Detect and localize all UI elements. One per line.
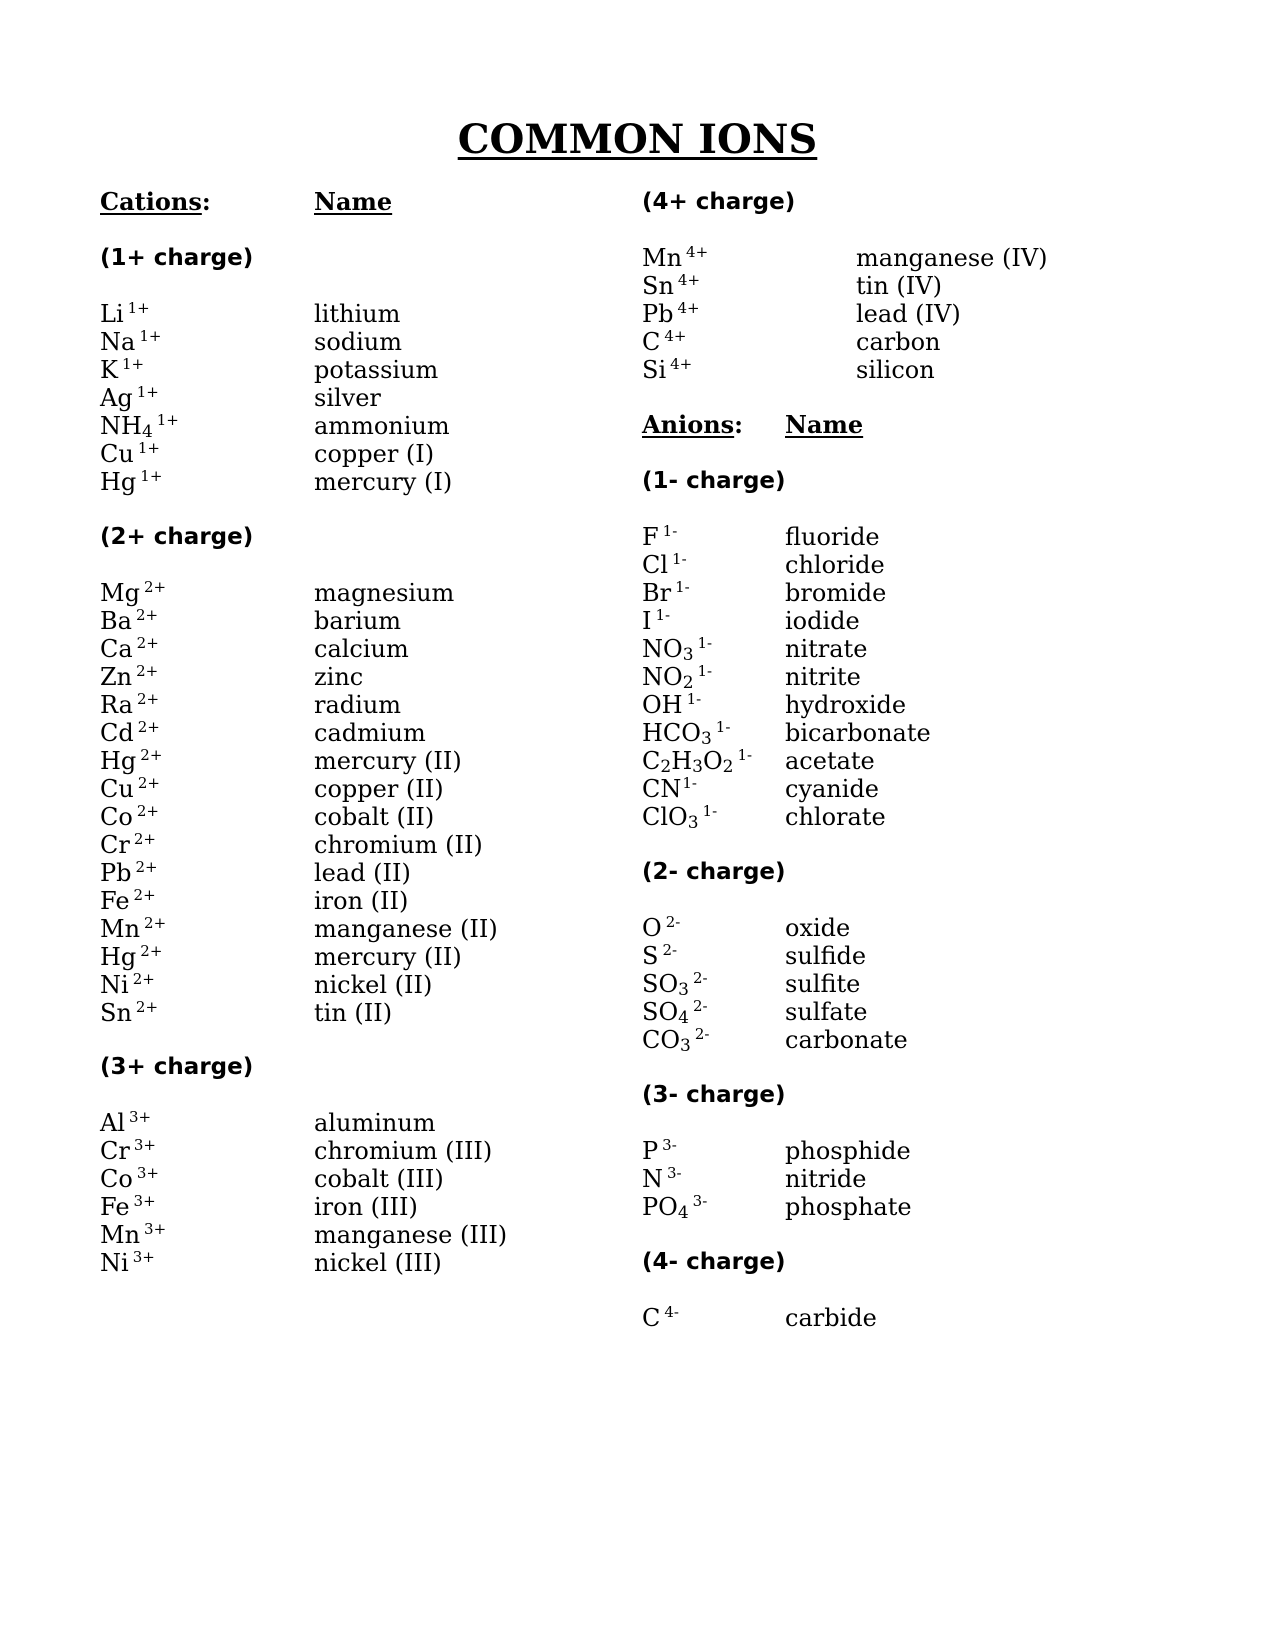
ion-charge: 1-: [675, 578, 690, 596]
ion-symbol: Na: [100, 328, 136, 356]
ion-charge: 2+: [136, 802, 159, 820]
ion-symbol: Si: [642, 356, 667, 384]
ion-name: bromide: [785, 579, 887, 607]
ion-name: acetate: [785, 747, 875, 775]
ion-charge: 2+: [137, 774, 160, 792]
ion-name: mercury (II): [314, 747, 462, 775]
ion-symbol: Pb: [100, 859, 132, 887]
cations-group-heading: (3+ charge): [100, 1054, 254, 1080]
ion-formula: [642, 942, 677, 973]
ion-charge: 1-: [662, 522, 678, 540]
ion-symbol: NO: [642, 635, 683, 663]
ion-symbol: Sn: [642, 272, 674, 300]
ion-symbol-part: H: [671, 747, 693, 775]
ion-formula: [642, 607, 670, 638]
ion-charge: 1-: [655, 606, 671, 624]
ion-formula: [100, 999, 158, 1030]
ion-formula: [100, 384, 159, 415]
ion-formula: [642, 1193, 707, 1224]
ion-symbol: NO: [642, 663, 683, 691]
ion-name: barium: [314, 607, 402, 635]
ion-charge: 3-: [662, 1136, 677, 1154]
ion-charge: 2+: [132, 970, 155, 988]
ion-symbol: Mn: [642, 244, 683, 272]
ion-charge: 1+: [127, 299, 150, 317]
ion-name: mercury (II): [314, 943, 462, 971]
ion-charge: 1+: [139, 327, 162, 345]
ion-symbol: Pb: [642, 300, 674, 328]
ion-name: sulfide: [785, 942, 867, 970]
ion-name: manganese (IV): [856, 244, 1048, 272]
ion-charge: 2-: [692, 969, 708, 987]
ion-charge: 1-: [672, 550, 687, 568]
ion-symbol: Ni: [100, 971, 129, 999]
ion-charge: 4+: [686, 243, 709, 261]
ion-charge: 3+: [133, 1192, 156, 1210]
ion-charge: 3+: [136, 1164, 159, 1182]
ion-name: phosphide: [785, 1137, 911, 1165]
anions-label: [642, 411, 743, 439]
ion-charge: 1+: [136, 383, 159, 401]
ion-name: carbon: [856, 328, 941, 356]
ion-symbol: C: [642, 328, 661, 356]
ion-symbol-part: O: [702, 747, 723, 775]
ion-symbol: C: [642, 1304, 661, 1332]
ion-symbol: Cu: [100, 440, 134, 468]
ion-name: lead (IV): [856, 300, 961, 328]
ion-charge: 3-: [667, 1164, 682, 1182]
ion-name: chromium (II): [314, 831, 483, 859]
ion-formula: [642, 691, 701, 722]
ion-charge: 1-: [702, 802, 718, 820]
ion-symbol: [642, 747, 733, 775]
ion-symbol: Co: [100, 803, 133, 831]
ion-symbol: Mn: [100, 915, 141, 943]
anions-label-colon: :: [734, 410, 744, 439]
ion-symbol: Cu: [100, 775, 134, 803]
ion-symbol: O: [642, 914, 662, 942]
ion-name: oxide: [785, 914, 851, 942]
ion-symbol: Fe: [100, 1193, 130, 1221]
ion-charge: 2+: [137, 718, 160, 736]
ion-charge: 2+: [135, 858, 158, 876]
ion-name: radium: [314, 691, 402, 719]
ion-formula: [100, 1249, 155, 1280]
page-title: [0, 116, 1275, 164]
ion-name: chlorate: [785, 803, 886, 831]
ion-charge: 1+: [137, 439, 160, 457]
cations-name-header-text: Name: [314, 187, 393, 216]
anions-name-header-text: Name: [785, 410, 864, 439]
cations-label: [100, 188, 211, 216]
ion-symbol: ClO: [642, 803, 688, 831]
ion-charge: 2+: [140, 942, 163, 960]
cations-label-colon: :: [201, 187, 211, 216]
ion-formula: [642, 1026, 710, 1057]
cations-group-heading: (2+ charge): [100, 524, 254, 550]
ion-name: fluoride: [785, 523, 880, 551]
anions-group-heading: (4- charge): [642, 1249, 786, 1275]
ion-name: zinc: [314, 663, 364, 691]
ion-name: cadmium: [314, 719, 426, 747]
ion-symbol: Ni: [100, 1249, 129, 1277]
ion-name: potassium: [314, 356, 439, 384]
ion-symbol: Sn: [100, 999, 132, 1027]
ion-charge: 3+: [144, 1220, 167, 1238]
ion-symbol: SO: [642, 998, 679, 1026]
ion-symbol: Ra: [100, 691, 133, 719]
ion-name: tin (II): [314, 999, 393, 1027]
ion-symbol: Cr: [100, 831, 130, 859]
ion-name: nitrate: [785, 635, 868, 663]
ion-symbol: CN: [642, 775, 682, 803]
ion-formula: [642, 1165, 682, 1196]
cations-group-heading: (1+ charge): [100, 245, 254, 271]
ion-charge: 1-: [737, 746, 753, 764]
ion-formula: [642, 663, 712, 694]
ion-charge: 2-: [665, 913, 681, 931]
cations-label-text: Cations: [100, 187, 202, 216]
ion-charge: 1-: [686, 690, 702, 708]
ion-charge: 2+: [135, 606, 159, 624]
ion-subscript: 3: [687, 813, 699, 833]
ion-name: sodium: [314, 328, 403, 356]
ion-name: silver: [314, 384, 381, 412]
ion-charge: 2-: [662, 941, 678, 959]
ion-symbol: Li: [100, 300, 124, 328]
ion-symbol: Cl: [642, 551, 669, 579]
ion-name: mercury (I): [314, 468, 453, 496]
ion-symbol: S: [642, 942, 659, 970]
ion-name: cobalt (II): [314, 803, 435, 831]
ion-subscript: 2: [722, 757, 734, 777]
ion-charge: 3+: [132, 1248, 155, 1266]
cations-name-header: [314, 188, 392, 216]
ion-name: nitride: [785, 1165, 867, 1193]
cations-group-heading: (4+ charge): [642, 189, 796, 215]
ion-name: ammonium: [314, 412, 450, 440]
anions-group-heading: (1- charge): [642, 468, 786, 494]
ion-charge: 2-: [694, 1025, 710, 1043]
ion-charge: 2+: [136, 690, 160, 708]
ion-symbol: Al: [100, 1109, 126, 1137]
ion-symbol: NH: [100, 412, 142, 440]
ion-charge: 2+: [143, 578, 167, 596]
ion-subscript: 3: [678, 980, 689, 1000]
ion-name: manganese (II): [314, 915, 498, 943]
ion-subscript: 2: [682, 673, 694, 693]
ion-symbol: Ba: [100, 607, 132, 635]
ion-symbol: Cr: [100, 1137, 130, 1165]
ion-name: chloride: [785, 551, 885, 579]
ion-symbol: Hg: [100, 943, 137, 971]
ion-name: iodide: [785, 607, 860, 635]
ion-charge: 4-: [664, 1303, 679, 1321]
ion-charge: 1-: [682, 774, 697, 792]
ion-subscript: 3: [700, 729, 712, 749]
ion-charge: 2+: [140, 746, 163, 764]
ion-symbol: Cd: [100, 719, 134, 747]
ion-charge: 4+: [664, 327, 687, 345]
ion-formula: [100, 468, 162, 499]
ion-name: cyanide: [785, 775, 880, 803]
ion-name: magnesium: [314, 579, 455, 607]
ion-charge: 3-: [692, 1192, 708, 1210]
ion-charge: 3+: [129, 1108, 152, 1126]
ion-subscript: 3: [680, 1036, 691, 1056]
ion-name: carbide: [785, 1304, 877, 1332]
anions-group-heading: (2- charge): [642, 859, 786, 885]
ion-charge: 1+: [140, 467, 163, 485]
ion-charge: 1-: [715, 718, 731, 736]
ion-name: iron (III): [314, 1193, 418, 1221]
ion-charge: 4+: [677, 299, 700, 317]
ion-symbol: Hg: [100, 468, 137, 496]
ion-name: sulfate: [785, 998, 868, 1026]
ion-charge: 2+: [133, 886, 156, 904]
ion-name: manganese (III): [314, 1221, 508, 1249]
ion-symbol: HCO: [642, 719, 701, 747]
ion-formula: [642, 356, 692, 387]
ion-name: copper (I): [314, 440, 435, 468]
ion-symbol: Ag: [100, 384, 133, 412]
ion-name: hydroxide: [785, 691, 907, 719]
anions-group-heading: (3- charge): [642, 1082, 786, 1108]
ion-subscript: 4: [677, 1203, 689, 1223]
ion-formula: [642, 803, 717, 834]
ion-charge: 1-: [697, 634, 713, 652]
ion-name: nickel (II): [314, 971, 433, 999]
ion-symbol: K: [100, 356, 118, 384]
ion-symbol: I: [642, 607, 652, 635]
ion-name: nickel (III): [314, 1249, 442, 1277]
ion-symbol: Mn: [100, 1221, 141, 1249]
ion-symbol: Br: [642, 579, 672, 607]
ion-charge: 1+: [121, 355, 145, 373]
ion-symbol: P: [642, 1137, 659, 1165]
ion-charge: 4+: [677, 271, 701, 289]
ion-formula: [642, 719, 730, 750]
anions-name-header: [785, 411, 863, 439]
ion-symbol: Ca: [100, 635, 133, 663]
ion-name: lead (II): [314, 859, 411, 887]
ion-subscript: 2: [660, 757, 672, 777]
ion-name: carbonate: [785, 1026, 908, 1054]
ion-name: silicon: [856, 356, 935, 384]
ion-formula: [642, 1304, 679, 1335]
ion-symbol: OH: [642, 691, 683, 719]
ion-name: sulfite: [785, 970, 861, 998]
ion-subscript: 4: [141, 422, 153, 442]
ion-name: phosphate: [785, 1193, 912, 1221]
ion-symbol: CO: [642, 1026, 681, 1054]
ion-name: copper (II): [314, 775, 444, 803]
ion-symbol: N: [642, 1165, 663, 1193]
ion-charge: 2+: [135, 998, 159, 1016]
ion-symbol: Co: [100, 1165, 133, 1193]
ion-symbol: F: [642, 523, 659, 551]
ion-symbol: Fe: [100, 887, 130, 915]
ion-symbol-part: C: [642, 747, 661, 775]
ion-charge: 4+: [670, 355, 693, 373]
ion-charge: 3+: [133, 1136, 156, 1154]
ion-formula: [642, 747, 752, 778]
ion-symbol: PO: [642, 1193, 678, 1221]
ion-name: aluminum: [314, 1109, 436, 1137]
ion-subscript: 4: [678, 1008, 689, 1028]
ion-charge: 2+: [144, 914, 167, 932]
ion-symbol: SO: [642, 970, 679, 998]
ion-charge: 2-: [692, 997, 708, 1015]
ion-charge: 2+: [136, 634, 159, 652]
ion-name: calcium: [314, 635, 409, 663]
ion-name: tin (IV): [856, 272, 942, 300]
ion-subscript: 3: [682, 645, 694, 665]
ion-symbol: Hg: [100, 747, 137, 775]
ion-charge: 2+: [136, 662, 159, 680]
anions-label-text: Anions: [642, 410, 735, 439]
ion-charge: 1+: [156, 411, 179, 429]
page-title-text: COMMON IONS: [457, 116, 818, 163]
ion-charge: 2+: [133, 830, 156, 848]
ion-symbol: Mg: [100, 579, 140, 607]
ion-name: bicarbonate: [785, 719, 931, 747]
ion-name: nitrite: [785, 663, 861, 691]
ion-name: cobalt (III): [314, 1165, 444, 1193]
ion-formula: [642, 775, 697, 806]
ion-name: iron (II): [314, 887, 409, 915]
ion-symbol: Zn: [100, 663, 133, 691]
ion-name: chromium (III): [314, 1137, 493, 1165]
ion-name: lithium: [314, 300, 401, 328]
ion-charge: 1-: [697, 662, 713, 680]
ion-subscript: 3: [692, 757, 703, 777]
